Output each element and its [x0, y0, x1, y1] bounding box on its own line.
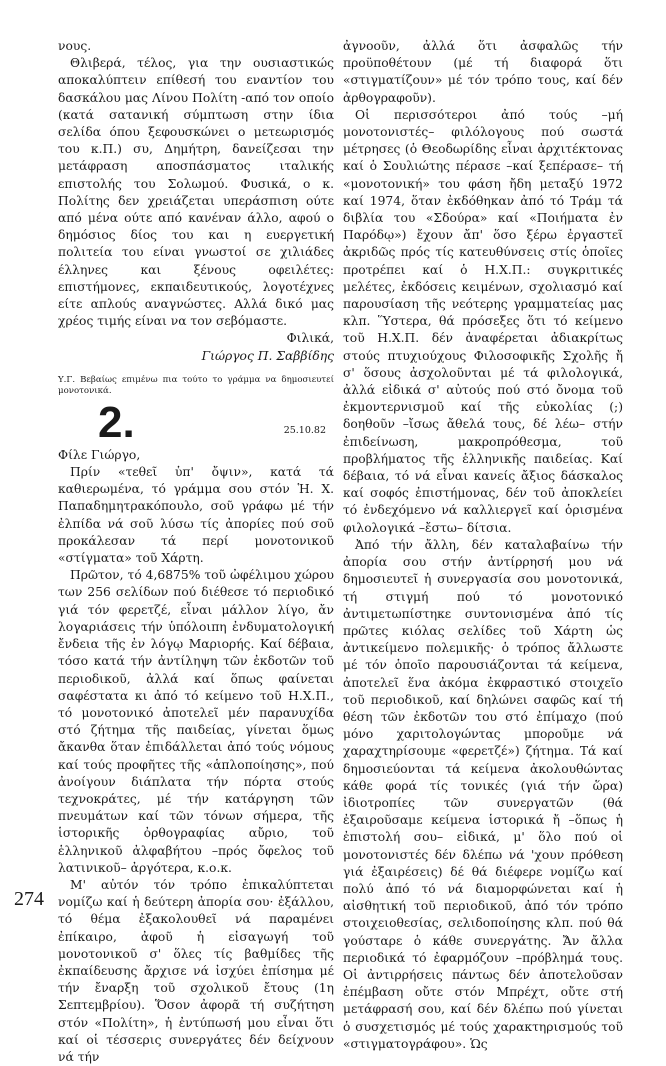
letter-date: 25.10.82	[283, 424, 326, 436]
body-paragraph: Μ' αὐτόν τόν τρόπο ἐπικαλύπτεται νομίζω καί ἡ δεύτερη ἀπορία σου· ἐξάλλου, τό θέμα ἐξακολουθεῖ νά παραμένει ἐπίκαιρο, ἀφοῦ ἡ εἰσαγωγή τοῦ μονοτονικοῦ σ' ὅλες τίς βαθμίδες τῆς ἐκπαίδευσης ἄρχισε νά ἰσχύει ἐπίσημα μέ τήν ἔναρξη τοῦ σχολικοῦ ἔτους (1η Σεπτεμβρίου). Ὅσον ἀφορᾶ τή συζήτηση στόν «Πολίτη», ἡ ἐντύπωσή μου εἶναι ὅτι καί οἱ τέσσερις συνεργάτες δέν δείχνουν νά τήν	[58, 877, 334, 1064]
right-column	[343, 38, 623, 1053]
body-paragraph: Οἱ περισσότεροι ἀπό τούς –μή μονοτονιστές– φιλόλογους πού σωστά μέτρησες (ὁ Θεοδωρίδης εἶναι ἀρχιτέκτονας καί ὁ Σουλιώτης πέρασε –καί ξεπέρασε– τή «μονοτονική» του φάση ἤδη μεταξύ 1972 καί 1974, ὅταν ἐκδόθηκαν ἀπό τό Τράμ τά διβλία του «Σδούρα» καί «Ποιήματα ἐν Παρόδῳ») ἔχουν ἄπ' ὅσο ξέρω ἐργαστεῖ ἀκριδῶς πρός τίς κατευθύνσεις στίς ὁποῖες προτρέπει καί ὁ Η.Χ.Π.: συγκριτικές μελέτες, ἐκδόσεις κειμένων, σχολιασμό καί παρουσίαση τῆς νεότερης γραμματείας μας κλπ. Ὕστερα, θά πρόσεξες ὅτι τό κείμενο τοῦ Η.Χ.Π. δέν ἀναφέρεται ἀδιακρίτως στούς πτυχιούχους Φιλοσοφικῆς Σχολῆς ἤ σ' ὅσους ἀσχολοῦνται μέ τά φιλολογικά, ἀλλά εἰδικά σ' αὐτούς πού στό ὄνομα τοῦ ἐκμοντερνισμοῦ καί τῆς εὐκολίας (;) δοηθοῦν –ἴσως ἄθελά τους, δέ λέω– στήν ἐπιδείνωση, μακροπρόθεσμα, τοῦ προβλήματος τῆς ἑλληνικῆς παιδείας. Καί δέβαια, τό νά εἶναι κανείς ἄξιος δάσκαλος καί σοφός ἐπιστήμονας, δέν τοῦ ἀποκλείει τό ἐνδεχόμενο νά καλλιεργεῖ καί ὁρισμένα φιλολογικά –ἔστω– δίτσια.	[343, 107, 623, 535]
body-paragraph: Πρίν «τεθεῖ ὑπ' ὄψιν», κατά τά καθιερωμένα, τό γράμμα σου στόν Ἡ. Χ. Παπαδημητρακόπουλο, σοῦ γράφω μέ τήν ἐλπίδα νά σοῦ λύσω τίς ἀπορίες πού σοῦ προκάλεσαν τά περί μονοτονικοῦ «στίγματα» τοῦ Χάρτη.	[58, 465, 334, 566]
letter-heading	[58, 397, 334, 447]
body-paragraph: ἀγνοοῦν, ἀλλά ὅτι ἀσφαλῶς τήν προϋποθέτουν (μέ τή διαφορά ὅτι «στιγματίζουν» μέ τόν τρόπο τους, καί δέν ἀρθογραφοῦν).	[343, 39, 623, 105]
body-paragraph: Πρῶτον, τό 4,6875% τοῦ ὠφέλιμου χώρου των 256 σελίδων πού διέθεσε τό περιοδικό γιά τόν φερετζέ, εἶναι μάλλον λίγο, ἄν λογαριάσεις τήν ὑπόλοιπη ἐνδυματολογική ἔνδεια τῆς ἐν λόγῳ Μαριορής. Καί δέβαια, τόσο κατά τήν ἀντίληψη τῶν ἐκδοτῶν τοῦ περιοδικοῦ, ἀλλά καί ὅπως φαίνεται σαφέστατα κι ἀπό τό κείμενο τοῦ Η.Χ.Π., τό μονοτονικό ἀποτελεῖ μέν παρανυχίδα στό ζήτημα τῆς παιδείας, γίνεται ὅμως ἄκανθα ὅταν ἐπιδάλλεται ἀπό τούς νόμους καί τούς προφῆτες τῆς «ἁπλοποίησης», πού ἀνοίγουν διάπλατα τήν πόρτα στούς τεχνοκράτες, μέ τήν κατάργηση τῶν πνευμάτων καί τῶν τόνων σήμερα, τῆς ἱστορικῆς ὀρθογραφίας αὔριο, τοῦ ἑλληνικοῦ ἀλφαβήτου –πρός ὄφελος τοῦ λατινικοῦ– ἀργότερα, κ.ο.κ.	[58, 568, 334, 875]
first-letter-signature: Γιώργος Π. Σαββίδης	[201, 348, 334, 363]
first-letter-closing: Φιλικά,	[286, 331, 334, 346]
salutation: Φίλε Γιώργο,	[58, 447, 141, 462]
letter-number: 2.	[98, 397, 135, 447]
first-letter-body: Θλιβερά, τέλος, για την ουσιαστικώς αποκαλύπτειν επίθεσή του εναντίον του δασκάλου μας Λίνου Πολίτη -από τον οποίο (κατά σατανική σύμπτωση στην ίδια σελίδα όπου ξεφουσκώνει ο μετεωρισμός του κ.Π.) συ, Δημήτρη, δανείζεσαι την μετάφραση αποσπάσματος ιταλικής επιστολής του Σολωμού. Φυσικά, ο κ. Πολίτης δεν χρειάζεται υπεράσπιση ούτε από μένα ούτε από κανέναν άλλο, αφού ο δημόσιος δίος του και η ευεργετική πολιτεία του είναι γνωστοί σε χιλιάδες έλληνες και ξένους οφειλέτες: επιστήμονες, εκπαιδευτικούς, λογοτέχνες είτε απλούς αναγνώστες. Αλλά δικό μας χρέος τιμής είναι να τον σεβόμαστε.	[58, 56, 334, 329]
opening-fragment: νους.	[58, 39, 92, 53]
editor-note: Υ.Γ. Βεβαίως επιμένω πια τούτο το γράμμα να δημοσιευτεί μονοτονικά.	[58, 374, 334, 396]
page-number: 274	[14, 888, 44, 910]
left-column	[58, 38, 334, 1066]
body-paragraph: Ἀπό τήν ἄλλη, δέν καταλαβαίνω τήν ἀπορία σου στήν ἀντίρρησή μου νά δημοσιευτεῖ ἡ συνεργασία σου μονοτονικά, τή στιγμή πού τό μονοτονικό ἀντιμετωπίστηκε συντονισμένα ἀπό τίς πρῶτες κιόλας σελίδες τοῦ Χάρτη ὡς ἀντικείμενο πολεμικῆς· ὁ τρόπος ἄλλωστε μέ τόν ὁποῖο παρουσιάζονται τά κείμενα, ἀποτελεῖ ἕνα ἀκόμα ἐκφραστικό στοιχεῖο τοῦ περιοδικοῦ, καί δηλώνει σαφῶς καί τή θέση τῶν ἐκδοτῶν του στό ἐπίμαχο (πού μόνο χαριτολογώντας μποροῦμε νά χαραχτηρίσουμε «φερετζέ») ζήτημα. Τά καί δημοσιεύονται τά κείμενα ἀκολουθώντας κάθε φορά τίς τονικές (γιά τήν ὥρα) ἰδιοτροπίες τῶν συνεργατῶν (θά ἐξαιροῦσαμε κείμενα ἱστορικά ἤ –ὅπως ἡ ἐπιστολή σου– εἰδικά, μ' ὅλο πού οἱ μονοτονιστές δέν δλέπω νά 'χουν πρόθεση γιά ἐξαιρέσεις) δέ θά διέφερε νομίζω καί πολύ ἀπό τό νά διαμορφώνεται καί ἡ αἰσθητική τοῦ περιοδικοῦ, ἀπό τόν τρόπο στοιχειοθεσίας, σελιδοποίησης κλπ. πού θά γούσταρε ὁ κάθε συνεργάτης. Ἄν ἄλλα περιοδικά τό ἐφαρμόζουν –πρόβλημά τους. Οἱ ἀντιρρήσεις πάντως δέν ἀποτελοῦσαν ἐπέμβαση οὔτε στόν Μπρέχτ, οὔτε στή μετάφρασή σου, καί δέν δλέπω πού γίνεται ὁ συσχετισμός μέ τούς χαρακτηρισμούς τοῦ «στιγματογράφου». Ὡς	[343, 537, 623, 1051]
